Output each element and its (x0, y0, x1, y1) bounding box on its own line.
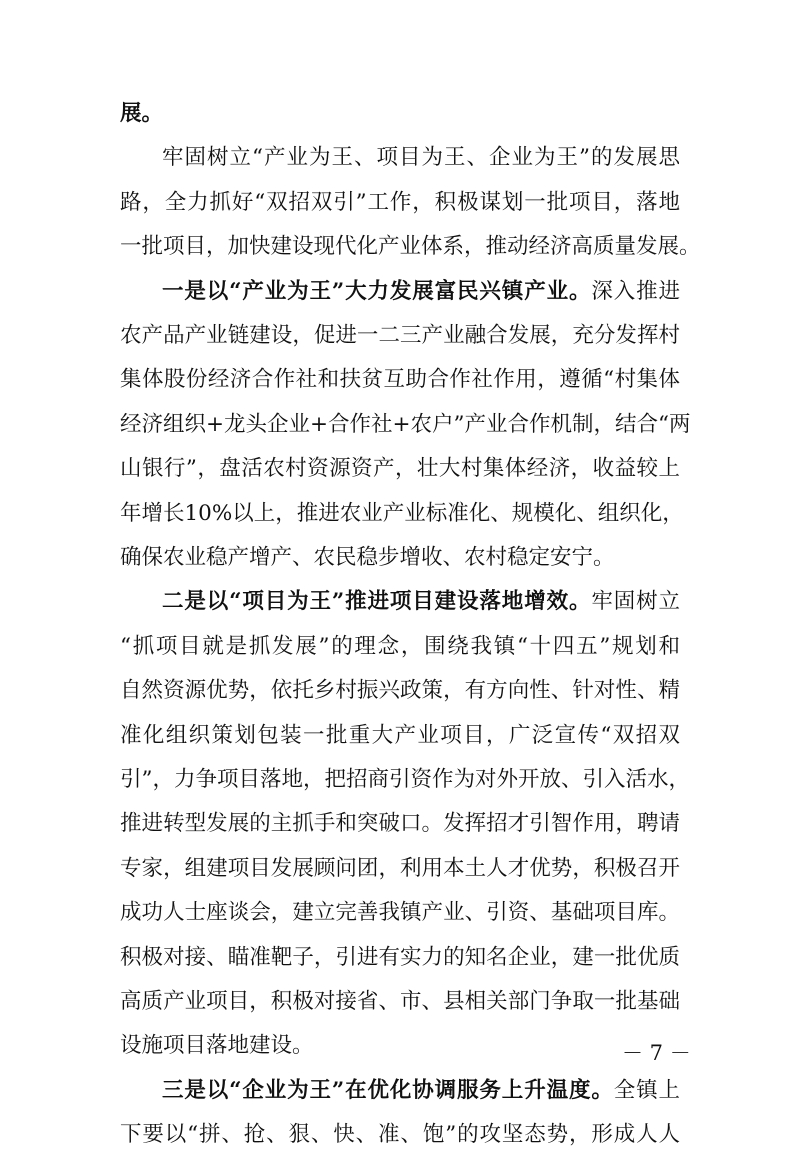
paragraph-text: 牢固树立 (591, 589, 680, 615)
paragraph-text: 一批项目，加快建设现代化产业体系，推动经济高质量发展。 (120, 234, 701, 260)
section-heading: 二是以“项目为王”推进项目建设落地增效。 (162, 589, 592, 615)
bold-text: 展。 (120, 101, 164, 126)
paragraph-text: 农产品产业链建设，促进一二三产业融合发展，充分发挥村 (120, 323, 680, 348)
section-heading: 一是以“产业为王”大力发展富民兴镇产业。 (162, 278, 592, 304)
paragraph-text: 年增长10%以上，推进农业产业标准化、规模化、组织化， (120, 500, 684, 526)
text-line-5 (162, 272, 680, 312)
text-line-20 (120, 938, 680, 978)
paragraph-text: 引”，力争项目落地，把招商引资作为对外开放、引入活水， (120, 767, 690, 792)
text-line-1 (120, 94, 680, 134)
section-heading: 三是以“企业为王”在优化协调服务上升温度。 (162, 1077, 614, 1103)
text-line-6 (120, 316, 680, 356)
paragraph-text: 自然资源优势，依托乡村振兴政策，有方向性、针对性、精 (120, 678, 680, 704)
text-line-8 (120, 405, 691, 445)
text-line-12 (162, 582, 680, 622)
paragraph-text: 确保农业稳产增产、农民稳步增收、农村稳定安宁。 (120, 545, 615, 570)
text-line-17 (120, 804, 680, 844)
text-line-19 (120, 893, 680, 933)
page-number: － 7 － (622, 1041, 691, 1065)
paragraph-text: 高质产业项目，积极对接省、市、县相关部门争取一批基础 (120, 989, 680, 1014)
paragraph-text: 集体股份经济合作社和扶贫互助合作社作用，遵循“村集体 (120, 367, 680, 393)
text-line-16 (120, 760, 690, 800)
text-line-22 (120, 1026, 691, 1066)
paragraph-text: 专家，组建项目发展顾问团，利用本土人才优势，积极召开 (120, 855, 680, 881)
paragraph-text: “抓项目就是抓发展”的理念，围绕我镇“十四五”规划和 (120, 633, 680, 659)
paragraph-text: 山银行”，盘活农村资源资产，壮大村集体经济，收益较上 (120, 456, 680, 482)
text-line-14 (120, 671, 680, 711)
paragraph-text: 设施项目落地建设。 (120, 1033, 314, 1059)
text-line-10 (120, 494, 684, 534)
text-line-4 (120, 227, 701, 267)
paragraph-text: 成功人士座谈会，建立完善我镇产业、引资、基础项目库。 (120, 900, 680, 926)
paragraph-text: 推进转型发展的主抓手和突破口。发挥招才引智作用，聘请 (120, 811, 680, 837)
paragraph-text: 下要以“拼、抢、狠、快、准、饱”的攻坚态势，形成人人 (120, 1122, 680, 1148)
text-line-9 (120, 449, 680, 489)
paragraph-text: 全镇上 (613, 1077, 680, 1103)
text-line-2 (162, 138, 680, 178)
text-line-23 (162, 1071, 680, 1111)
text-line-3 (120, 183, 680, 223)
paragraph-text: 深入推进 (591, 278, 680, 304)
paragraph-text: 经济组织+龙头企业+合作社+农户”产业合作机制，结合“两 (120, 411, 691, 437)
paragraph-text: 积极对接、瞄准靶子，引进有实力的知名企业，建一批优质 (120, 944, 680, 970)
paragraph-text: 路，全力抓好“双招双引”工作，积极谋划一批项目，落地 (120, 189, 680, 215)
paragraph-text: 牢固树立“产业为王、项目为王、企业为王”的发展思 (162, 145, 680, 171)
text-line-11 (120, 538, 680, 578)
text-line-7 (120, 360, 680, 400)
text-line-13 (120, 627, 680, 667)
paragraph-text: 准化组织策划包装一批重大产业项目，广泛宣传“双招双 (120, 722, 680, 748)
text-line-21 (120, 982, 680, 1022)
text-line-15 (120, 716, 680, 756)
text-line-24 (120, 1115, 680, 1155)
text-line-18 (120, 849, 680, 889)
